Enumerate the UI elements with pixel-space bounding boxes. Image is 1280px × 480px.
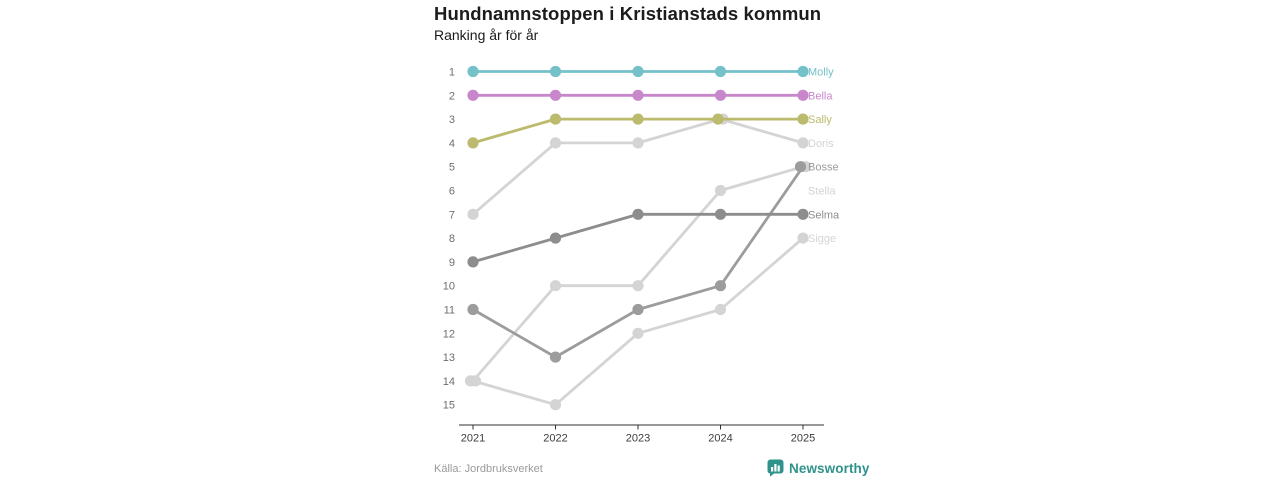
series-label-doris: Doris [808,137,834,150]
point-selma-2024 [715,209,726,220]
rank-tick-label-3: 3 [448,114,455,127]
rank-tick-label-10: 10 [442,280,455,293]
x-axis-label-2025: 2025 [790,432,816,445]
rank-tick-label-7: 7 [448,209,455,222]
x-axis-label-2021: 2021 [460,432,486,445]
newsworthy-logo-icon [767,459,784,477]
x-axis-label-2023: 2023 [625,432,651,445]
point-selma-2022 [550,233,561,244]
point-sally-2025 [797,114,808,125]
point-sigge-2021 [470,375,481,386]
rank-tick-label-9: 9 [448,256,455,269]
point-sigge-2024 [715,304,726,315]
point-sigge-2022 [550,399,561,410]
point-doris-2023 [632,137,643,148]
chart-subtitle: Ranking år för år [434,27,539,43]
bump-chart [430,53,870,453]
point-stella-2022 [550,280,561,291]
rank-tick-label-15: 15 [442,399,455,412]
point-selma-2021 [467,256,478,267]
rank-tick-label-4: 4 [448,137,455,150]
point-bella-2023 [632,90,643,101]
point-selma-2025 [797,209,808,220]
chart-title: Hundnamnstoppen i Kristianstads kommun [434,3,822,24]
x-axis-label-2022: 2022 [543,432,568,445]
series-label-selma: Selma [808,209,840,222]
series-label-molly: Molly [808,66,834,79]
point-bosse-2022 [550,352,561,363]
newsworthy-brand-link[interactable] [767,459,870,477]
series-line-stella [473,167,803,381]
source-note: Källa: Jordbruksverket [434,463,543,475]
point-stella-2024 [715,185,726,196]
point-bella-2021 [467,90,478,101]
point-sally-2024 [712,114,723,125]
point-bella-2024 [715,90,726,101]
series-label-bosse: Bosse [808,161,839,174]
point-sally-2021 [467,137,478,148]
rank-tick-label-14: 14 [442,375,455,388]
point-sally-2022 [550,114,561,125]
rank-tick-label-11: 11 [443,304,455,317]
rank-tick-label-1: 1 [448,66,455,79]
rank-tick-label-13: 13 [442,352,455,365]
point-molly-2024 [715,66,726,77]
point-doris-2022 [550,137,561,148]
newsworthy-wordmark: Newsworthy [789,460,870,476]
point-molly-2023 [632,66,643,77]
series-label-sigge: Sigge [808,233,837,246]
point-molly-2021 [467,66,478,77]
series-label-sally: Sally [808,114,832,127]
point-molly-2022 [550,66,561,77]
point-sigge-2025 [797,233,808,244]
rank-tick-label-8: 8 [448,233,455,246]
series-line-sigge [473,238,803,405]
series-label-stella: Stella [808,185,836,198]
rank-tick-label-6: 6 [448,185,455,198]
x-axis-label-2024: 2024 [708,432,733,445]
series-label-bella: Bella [808,90,833,103]
rank-tick-label-5: 5 [448,161,455,174]
point-bosse-2025 [795,161,806,172]
point-bosse-2024 [715,280,726,291]
point-molly-2025 [797,66,808,77]
series-line-doris [473,119,803,214]
rank-tick-label-2: 2 [448,90,455,103]
point-bella-2022 [550,90,561,101]
point-sigge-2023 [632,328,643,339]
point-stella-2023 [632,280,643,291]
point-doris-2025 [797,137,808,148]
point-doris-2021 [467,209,478,220]
point-bella-2025 [797,90,808,101]
point-sally-2023 [632,114,643,125]
rank-tick-label-12: 12 [442,328,455,341]
point-selma-2023 [632,209,643,220]
point-bosse-2021 [467,304,478,315]
point-bosse-2023 [632,304,643,315]
